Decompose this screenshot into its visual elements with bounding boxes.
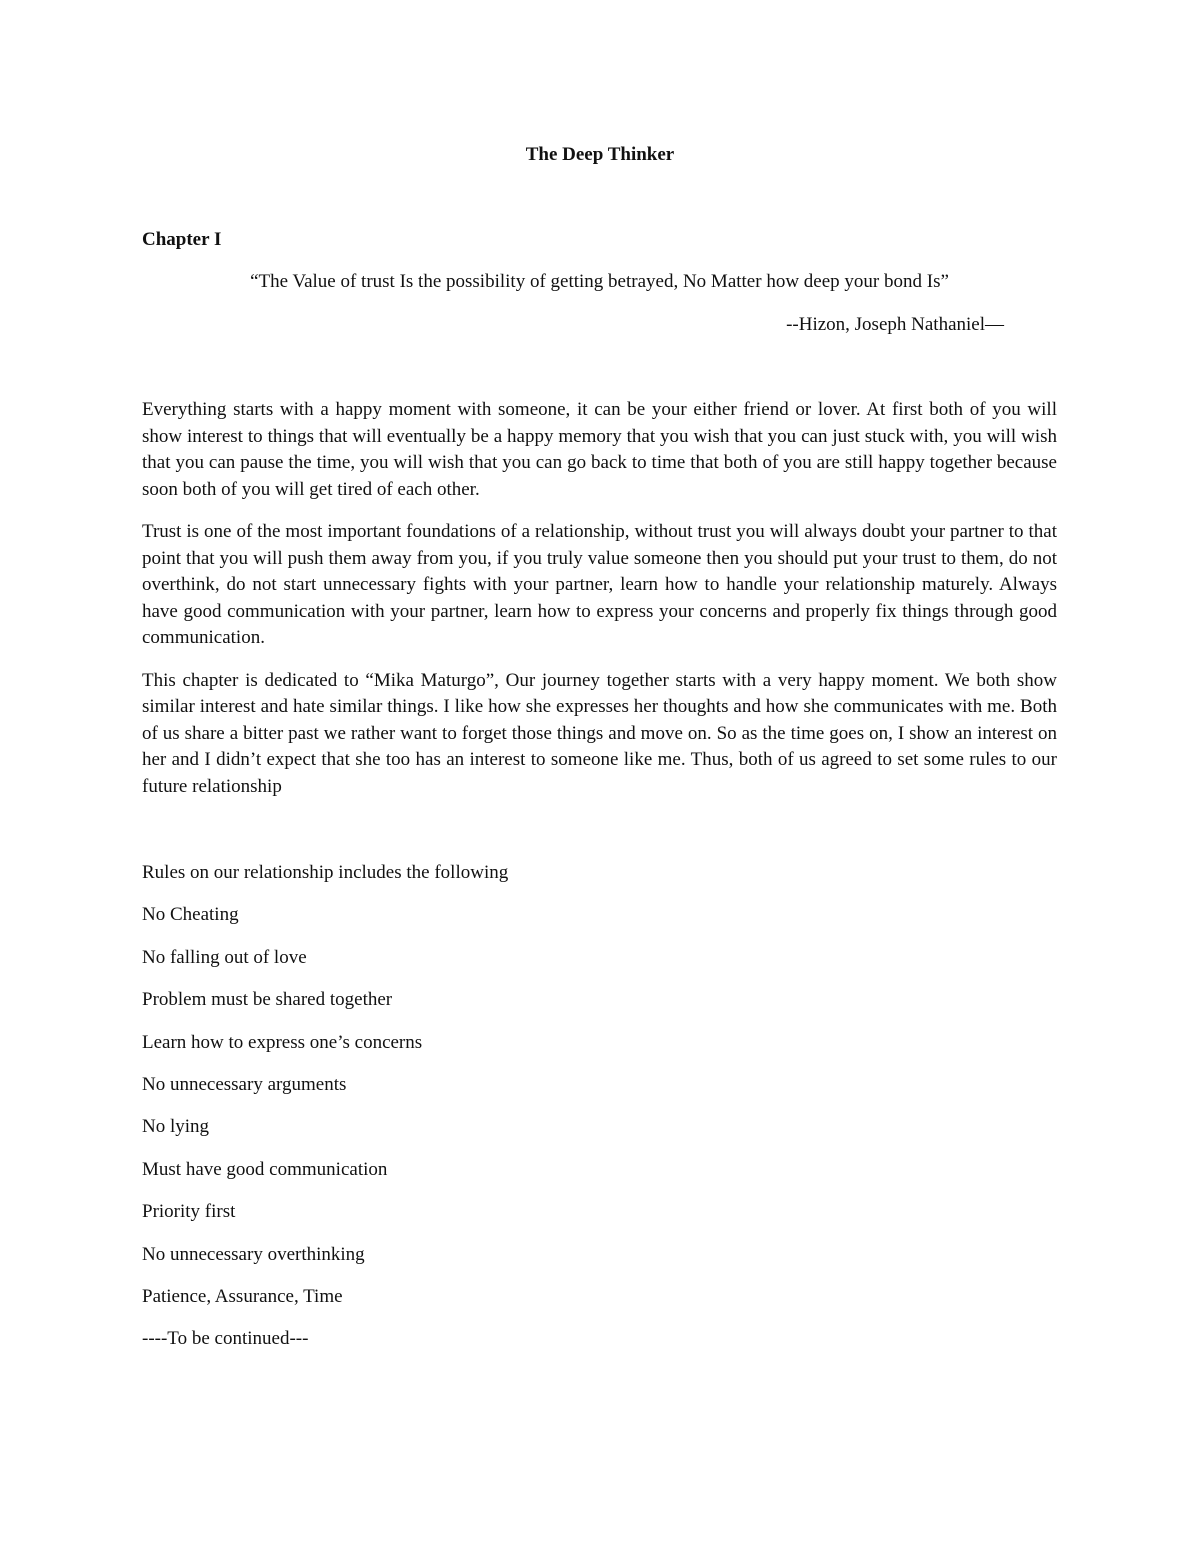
paragraph: Everything starts with a happy moment with someone, it can be your either friend or lover. At first both of you will show interest to things that will eventually be a happy memory that you wish that you can just stuck with, you will wish that you can pause the time, you will wish that you can go back to time that both of you are still happy together because soon both of you will get tired of each other. (142, 399, 1057, 500)
epigraph-attribution: --Hizon, Joseph Nathaniel— (786, 314, 1004, 335)
document-title: The Deep Thinker (525, 144, 675, 165)
rule-item: No unnecessary arguments (142, 1073, 347, 1095)
rule-item: No falling out of love (142, 946, 307, 968)
rules-list (142, 860, 1057, 1369)
rule-item: Patience, Assurance, Time (142, 1285, 343, 1307)
rules-intro: Rules on our relationship includes the following (142, 862, 509, 883)
paragraph: This chapter is dedicated to “Mika Maturgo”, Our journey together starts with a very happy moment. We both show similar interest and hate similar things. I like how she expresses her thoughts and how she communicates with me. Both of us share a bitter past we rather want to forget those things and move on. So as the time goes on, I show an interest on her and I didn’t expect that she too has an interest to someone like me. Thus, both of us agreed to set some rules to our future relationship (142, 669, 1057, 797)
epigraph-quote: “The Value of trust Is the possibility of getting betrayed, No Matter how deep your bond Is” (250, 271, 949, 292)
paragraph: Trust is one of the most important foundations of a relationship, without trust you will always doubt your partner to that point that you will push them away from you, if you truly value someone then you should put your trust to them, do not overthink, do not start unnecessary fights with your partner, learn how to handle your relationship maturely. Always have good communication with your partner, learn how to express your concerns and properly fix things through good communication. (142, 521, 1057, 648)
rule-item: Priority first (142, 1201, 236, 1223)
rule-item: Must have good communication (142, 1158, 388, 1180)
rule-item: Learn how to express one’s concerns (142, 1031, 423, 1053)
body-text (142, 397, 1057, 816)
rule-item: No lying (142, 1116, 210, 1138)
chapter-heading: Chapter I (142, 229, 222, 250)
rule-item: Problem must be shared together (142, 989, 393, 1011)
rule-item: No Cheating (142, 904, 239, 926)
rule-item: No unnecessary overthinking (142, 1243, 365, 1265)
closing-line: ----To be continued--- (142, 1328, 309, 1350)
